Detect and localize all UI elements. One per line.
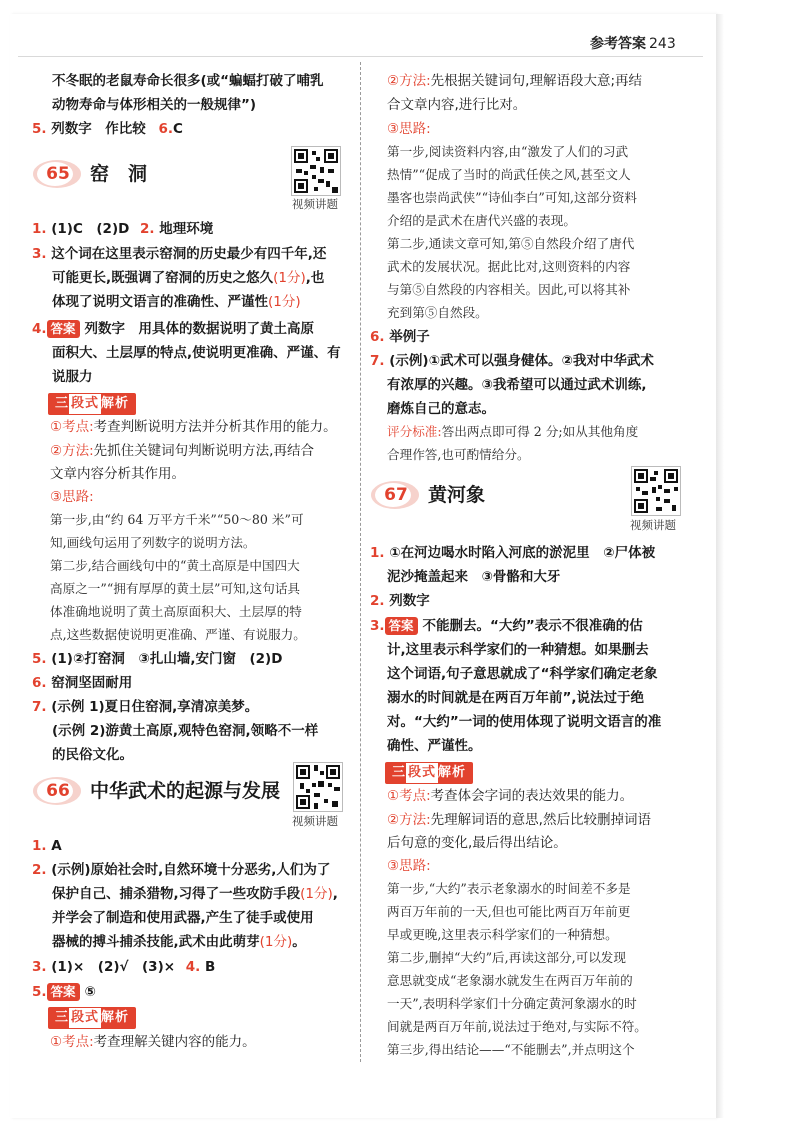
answer-tag: 答案 (385, 617, 418, 635)
answer-row-2 (370, 590, 430, 612)
cont-line: 并学会了制造和使用武器,产生了徒手或使用 (52, 910, 314, 926)
thinking-line: 充到第⑤自然段。 (387, 305, 488, 320)
answer-tag: 答案 (47, 983, 80, 1001)
answer-text: A (51, 838, 62, 854)
method-text: 先理解词语的意思,然后比较删掉词语 (430, 812, 651, 828)
score-mark: (1分) (273, 270, 306, 286)
thinking-line: 早或更晚,这里表示科学家们的一种猜想。 (387, 927, 618, 942)
cont-line (52, 931, 306, 953)
cont-line: 说服力 (52, 369, 93, 385)
lesson-title: 中华武术的起源与发展 (90, 780, 281, 802)
answer-row-4 (32, 318, 314, 340)
scoring-note (387, 421, 638, 443)
header-rule (18, 56, 703, 57)
scoring-text: 答出两点即可得 2 分;如从其他角度 (441, 424, 639, 439)
banner-part: 段式 (69, 1008, 101, 1028)
answer-text: ⑤ (84, 984, 96, 1000)
thinking-line: 意思就变成“老象溺水就发生在两百万年前的 (387, 973, 633, 988)
banner-part: 三 (55, 396, 70, 411)
answer-text: 保护自己、捕杀猎物,习得了一些攻防手段 (52, 886, 301, 902)
qr-code[interactable] (631, 466, 681, 516)
thinking-line: 第二步,结合画线句中的“黄土高原是中国四大 (50, 558, 300, 573)
question-number: 2. (370, 593, 385, 609)
banner-part: 解析 (101, 1010, 130, 1025)
cont-line: 泥沙掩盖起来 ③骨骼和大牙 (387, 569, 561, 585)
analysis-method (387, 809, 651, 831)
lesson-number: 66 (46, 781, 70, 801)
answer-row-1 (370, 542, 655, 564)
cont-line: 这个词语,句子意思就成了“科学家们确定老象 (387, 666, 658, 682)
answer-text: (1)C (2)D (51, 221, 130, 237)
thinking-line: 知,画线句运用了列数字的说明方法。 (50, 535, 256, 550)
cont-line (52, 883, 338, 905)
answer-row-1 (32, 835, 62, 857)
answer-row-5 (32, 981, 96, 1003)
cont-line: 后句意的变化,最后得出结论。 (387, 835, 567, 851)
analysis-banner (48, 393, 136, 415)
cont-line: 合文章内容,进行比对。 (387, 97, 527, 113)
analysis-banner (385, 762, 473, 784)
answer-text: 举例子 (389, 329, 430, 345)
thinking-line: 两百万年前的一天,但也可能比两百万年前更 (387, 904, 631, 919)
analysis-method (50, 440, 314, 462)
lesson-title: 黄河象 (428, 484, 486, 506)
score-mark: (1分) (259, 934, 293, 950)
cont-line: 对。“大约”一词的使用体现了说明文语言的准 (387, 714, 662, 730)
point-text: 考查判断说明方法并分析其作用的能力。 (93, 419, 337, 435)
answer-text: 窑洞坚固耐用 (51, 675, 133, 691)
scoring-label: 评分标准: (387, 424, 442, 439)
thinking-line: 一天”,表明科学家们十分确定黄河象溺水的时 (387, 996, 637, 1011)
thinking-line: 点,这些数据使说明更准确、严谨、有说服力。 (50, 627, 306, 642)
score-mark: (1分) (300, 886, 333, 902)
header-title: 参考答案 (590, 36, 646, 52)
answer-row-7 (32, 696, 258, 718)
banner-part: 段式 (406, 763, 438, 783)
answer-row-5 (32, 118, 183, 140)
point-label: ①考点: (50, 419, 94, 435)
thinking-line: 第三步,得出结论——“不能删去”,并点明这个 (387, 1042, 635, 1057)
thinking-line: 武术的发展状况。据此比对,这则资料的内容 (387, 259, 631, 274)
answer-text: 这个词在这里表示窑洞的历史最少有四千年,还 (51, 246, 327, 262)
qr-label: 视频讲题 (292, 814, 338, 828)
cont-line: 磨炼自己的意志。 (387, 401, 495, 417)
answer-text: (示例)①武术可以强身健体。②我对中华武术 (389, 353, 654, 369)
lesson-title: 窑 洞 (90, 163, 148, 185)
page-edge (716, 14, 724, 1118)
method-label: ②方法: (387, 73, 431, 89)
banner-part: 段式 (69, 394, 101, 414)
thinking-label: ③思路: (387, 858, 431, 874)
answer-row-6 (370, 326, 430, 348)
answer-text: 器械的搏斗捕杀技能,武术由此萌芽 (52, 934, 260, 950)
answer-text: (1)②打窑洞 ③扎山墙,安门窗 (2)D (51, 651, 283, 667)
question-number: 6. (158, 121, 173, 137)
answer-text: 可能更长,既强调了窑洞的历史之悠久 (52, 270, 274, 286)
thinking-line: 第二步,通读文章可知,第⑤自然段介绍了唐代 (387, 236, 635, 251)
question-number: 4. (32, 321, 47, 337)
answer-text: 体现了说明文语言的准确性、严谨性 (52, 294, 268, 310)
cont-line: 确性、严谨性。 (387, 738, 482, 754)
answer-text: 地理环境 (159, 221, 214, 237)
cont-line: 合理作答,也可酌情给分。 (387, 447, 530, 462)
analysis-point (387, 785, 633, 807)
thinking-line: 第一步,阅读资料内容,由“激发了人们的习武 (387, 144, 629, 159)
answer-text: 列数字 作比较 (51, 121, 146, 137)
thinking-line: 第一步,由“约 64 万平方千米”“50～80 米”可 (50, 512, 304, 527)
answer-row-5 (32, 648, 282, 670)
answer-text: 不能删去。“大约”表示不很准确的估 (422, 618, 643, 634)
thinking-line: 高原之一”“拥有厚厚的黄土层”可知,这句话具 (50, 581, 301, 596)
answer-text: C (172, 121, 183, 137)
lesson-number: 67 (384, 485, 408, 505)
answer-row-6 (32, 672, 132, 694)
qr-code[interactable] (293, 762, 343, 812)
answer-text: 。 (292, 934, 306, 950)
thinking-label: ③思路: (387, 121, 431, 137)
cont-line: 文章内容分析其作用。 (50, 466, 185, 482)
qr-code[interactable] (291, 146, 341, 196)
question-number: 6. (370, 329, 385, 345)
question-number: 2. (32, 862, 47, 878)
cont-line: 面积大、土层厚的特点,使说明更准确、严谨、有 (52, 345, 341, 361)
thinking-line: 间就是两百万年前,说法过于绝对,与实际不符。 (387, 1019, 647, 1034)
question-number: 1. (370, 545, 385, 561)
banner-part: 三 (55, 1010, 70, 1025)
answer-text: (1)× (2)√ (3)× (51, 959, 176, 975)
lesson-number: 65 (46, 164, 70, 184)
question-number: 5. (32, 651, 47, 667)
analysis-banner (48, 1007, 136, 1029)
cont-line (52, 267, 324, 289)
method-text: 先根据关键词句,理解语段大意;再结 (430, 73, 642, 89)
thinking-line: 墨客也崇尚武侠”“诗仙李白”可知,这部分资料 (387, 190, 638, 205)
answer-row-3 (32, 956, 215, 978)
answer-tag: 答案 (47, 320, 80, 338)
thinking-label: ③思路: (50, 489, 94, 505)
cont-line: (示例 2)游黄土高原,观特色窑洞,领略不一样 (52, 723, 319, 739)
thinking-line: 体准确地说明了黄土高原面积大、土层厚的特 (50, 604, 302, 619)
question-number: 5. (32, 121, 47, 137)
banner-part: 解析 (438, 765, 467, 780)
score-mark: (1分) (268, 294, 301, 310)
answer-text: (示例 1)夏日住窑洞,享清凉美梦。 (51, 699, 259, 715)
answer-text: 列数字 用具体的数据说明了黄土高原 (84, 321, 315, 337)
question-number: 5. (32, 984, 47, 1000)
qr-label: 视频讲题 (630, 518, 676, 532)
analysis-point (50, 1031, 256, 1053)
answer-text: 列数字 (389, 593, 430, 609)
question-number: 1. (32, 221, 47, 237)
question-number: 7. (370, 353, 385, 369)
thinking-line: 介绍的是武术在唐代兴盛的表现。 (387, 213, 576, 228)
answer-row-2 (32, 859, 330, 881)
question-number: 7. (32, 699, 47, 715)
thinking-line: 热情”“促成了当时的尚武任侠之风,甚至文人 (387, 167, 631, 182)
column-divider (360, 62, 361, 1062)
cont-line: 动物寿命与体形相关的一般规律”) (52, 97, 257, 113)
analysis-point (50, 416, 337, 438)
page-number: 243 (649, 36, 676, 52)
point-label: ①考点: (50, 1034, 94, 1050)
thinking-line: 第二步,删掉“大约”后,再读这部分,可以发现 (387, 950, 626, 965)
answer-text: (示例)原始社会时,自然环境十分恶劣,人们为了 (51, 862, 331, 878)
cont-line (52, 291, 301, 313)
answer-text: B (205, 959, 216, 975)
answer-row-3 (32, 243, 326, 265)
question-number: 3. (32, 246, 47, 262)
question-number: 1. (32, 838, 47, 854)
answer-text: ①在河边喝水时陷入河底的淤泥里 ②尸体被 (389, 545, 656, 561)
cont-line: 有浓厚的兴趣。③我希望可以通过武术训练, (387, 377, 647, 393)
question-number: 4. (185, 959, 201, 975)
question-number: 3. (370, 618, 385, 634)
method-label: ②方法: (50, 443, 94, 459)
thinking-line: 第一步,“大约”表示老象溺水的时间差不多是 (387, 881, 631, 896)
thinking-line: 与第⑤自然段的内容相关。因此,可以将其补 (387, 282, 631, 297)
method-text: 先抓住关键词句判断说明方法,再结合 (93, 443, 314, 459)
method-label: ②方法: (387, 812, 431, 828)
answer-row-1 (32, 218, 213, 240)
answer-row-3 (370, 615, 643, 637)
answer-row-7 (370, 350, 654, 372)
qr-label: 视频讲题 (292, 197, 338, 211)
banner-part: 解析 (101, 396, 130, 411)
cont-line: 计,这里表示科学家们的一种猜想。如果删去 (387, 642, 649, 658)
analysis-method (387, 70, 642, 92)
question-number: 2. (140, 221, 155, 237)
page-header (590, 33, 700, 53)
point-text: 考查体会字词的表达效果的能力。 (430, 788, 634, 804)
cont-line: 溺水的时间就是在两百万年前”,说法过于绝 (387, 690, 645, 706)
point-text: 考查理解关键内容的能力。 (93, 1034, 256, 1050)
answer-text: ,也 (305, 270, 325, 286)
question-number: 6. (32, 675, 47, 691)
question-number: 3. (32, 959, 47, 975)
answer-text: , (332, 886, 338, 902)
point-label: ①考点: (387, 788, 431, 804)
banner-part: 三 (392, 765, 407, 780)
cont-line: 不冬眠的老鼠寿命长很多(或“蝙蝠打破了哺乳 (52, 73, 324, 89)
cont-line: 的民俗文化。 (52, 747, 133, 763)
